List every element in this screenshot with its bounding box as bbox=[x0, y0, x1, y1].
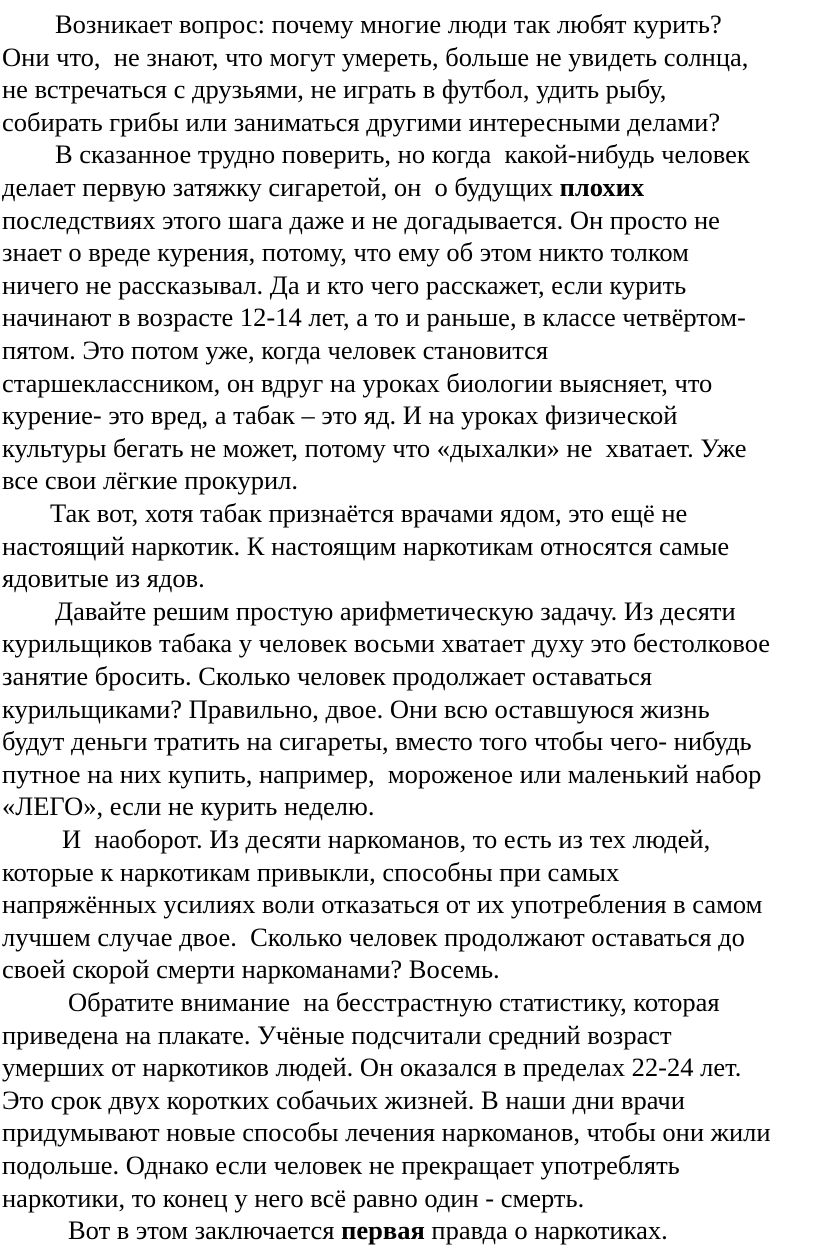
text-line bbox=[68, 986, 720, 1018]
text-line bbox=[2, 367, 712, 399]
text-run: Так вот, хотя табак признаётся врачами ядом, это ещё не bbox=[50, 498, 688, 528]
text-run: настоящий наркотик. К настоящим наркотикам относятся самые bbox=[2, 530, 730, 561]
text-run: Давайте решим простую арифметическую задачу. Из десяти bbox=[55, 595, 736, 626]
text-run: Обратите внимание на бесстрастную статистику, которая bbox=[68, 987, 720, 1017]
text-run: ничего не рассказывал. Да и кто чего расскажет, если курить bbox=[2, 269, 687, 300]
text-line bbox=[2, 1116, 771, 1148]
text-run: все свои лёгкие прокурил. bbox=[2, 465, 298, 496]
text-line bbox=[2, 725, 752, 757]
text-line bbox=[2, 1051, 741, 1083]
text-line bbox=[2, 204, 720, 236]
text-run: начинают в возрасте 12-14 лет, а то и раньше, в классе четвёртом- bbox=[2, 302, 746, 333]
text-line bbox=[2, 236, 689, 268]
text-run: Вот в этом заключается bbox=[68, 1215, 342, 1246]
text-run: курильщиков табака у человек восьми хватает духу это бестолковое bbox=[2, 628, 771, 659]
text-run: лучшем случае двое. Сколько человек продолжают оставаться до bbox=[2, 921, 745, 952]
text-run: приведена на плакате. Учёные подсчитали средний возраст bbox=[2, 1019, 672, 1050]
text-run: собирать грибы или заниматься другими интересными делами? bbox=[2, 106, 721, 137]
text-line bbox=[2, 41, 748, 73]
text-run: придумывают новые способы лечения наркоманов, чтобы они жили bbox=[2, 1117, 771, 1148]
text-line bbox=[2, 953, 500, 985]
text-line bbox=[2, 1019, 672, 1051]
text-line bbox=[2, 334, 548, 366]
text-line bbox=[2, 1149, 680, 1181]
text-line bbox=[68, 1214, 668, 1246]
text-run: занятие бросить. Сколько человек продолжает оставаться bbox=[2, 661, 653, 691]
text-line bbox=[2, 758, 761, 790]
text-line bbox=[2, 73, 666, 105]
text-line bbox=[2, 399, 677, 431]
text-run: В сказанное трудно поверить, но когда какой-нибудь человек bbox=[55, 139, 750, 170]
text-run: Это срок двух коротких собачьих жизней. В наши дни врачи bbox=[2, 1084, 685, 1115]
text-line bbox=[2, 693, 710, 725]
text-run: наркотики, то конец у него всё равно один - смерть. bbox=[2, 1182, 585, 1213]
text-run: путное на них купить, например, мороженое или маленький набор bbox=[2, 758, 762, 789]
text-run: ядовитые из ядов. bbox=[2, 563, 205, 594]
text-run: знает о вреде курения, потому, что ему об этом никто толком bbox=[2, 237, 689, 268]
text-line bbox=[55, 8, 722, 40]
text-line bbox=[2, 627, 770, 659]
text-line bbox=[50, 497, 687, 529]
text-line bbox=[2, 530, 729, 562]
text-run: умерших от наркотиков людей. Он оказался в пределах 22-24 лет. bbox=[2, 1052, 742, 1083]
text-run: которые к наркотикам привыкли, способны при самых bbox=[2, 856, 620, 887]
text-run: старшеклассником, он вдруг на уроках биологии выясняет, что bbox=[2, 367, 713, 398]
text-line bbox=[2, 464, 298, 496]
text-run: пятом. Это потом уже, когда человек становится bbox=[2, 335, 549, 365]
bold-word: плохих bbox=[559, 172, 645, 202]
text-line bbox=[2, 1084, 685, 1116]
text-line bbox=[2, 432, 747, 464]
text-run: курение- это вред, а табак – это яд. И на уроках физической bbox=[2, 400, 678, 431]
text-line bbox=[2, 269, 686, 301]
text-run: «ЛЕГО», если не курить неделю. bbox=[2, 791, 375, 822]
bold-word: первая bbox=[341, 1215, 425, 1246]
text-line bbox=[2, 790, 374, 822]
text-line bbox=[2, 921, 745, 953]
text-line bbox=[2, 106, 720, 138]
text-run: не встречаться с друзьями, не играть в футбол, удить рыбу, bbox=[2, 74, 667, 105]
text-run: правда о наркотиках. bbox=[424, 1215, 668, 1246]
text-line bbox=[2, 1182, 584, 1214]
text-run: культуры бегать не может, потому что «дыхалки» не хватает. Уже bbox=[2, 432, 747, 463]
text-line bbox=[2, 301, 746, 333]
text-run: И наоборот. Из десяти наркоманов, то есть из тех людей, bbox=[62, 824, 711, 854]
text-run: Возникает вопрос: почему многие люди так любят курить? bbox=[55, 9, 722, 39]
text-run: подольше. Однако если человек не прекращает употреблять bbox=[2, 1150, 680, 1180]
text-run: курильщиками? Правильно, двое. Они всю оставшуюся жизнь bbox=[2, 693, 710, 724]
text-line bbox=[55, 595, 736, 627]
text-line bbox=[2, 888, 762, 920]
text-line bbox=[2, 171, 644, 203]
text-line bbox=[55, 138, 750, 170]
text-run: последствиях этого шага даже и не догадывается. Он просто не bbox=[2, 204, 720, 235]
text-line bbox=[62, 823, 710, 855]
text-line bbox=[2, 660, 652, 692]
text-run: своей скорой смерти наркоманами? Восемь. bbox=[2, 954, 500, 985]
text-run: делает первую затяжку сигаретой, он о будущих bbox=[2, 172, 560, 202]
text-run: напряжённых усилиях воли отказаться от их употребления в самом bbox=[2, 889, 763, 920]
text-line bbox=[2, 562, 205, 594]
text-run: будут деньги тратить на сигареты, вместо того чтобы чего- нибудь bbox=[2, 726, 752, 757]
text-run: Они что, не знают, что могут умереть, больше не увидеть солнца, bbox=[2, 41, 749, 72]
text-line bbox=[2, 856, 619, 888]
